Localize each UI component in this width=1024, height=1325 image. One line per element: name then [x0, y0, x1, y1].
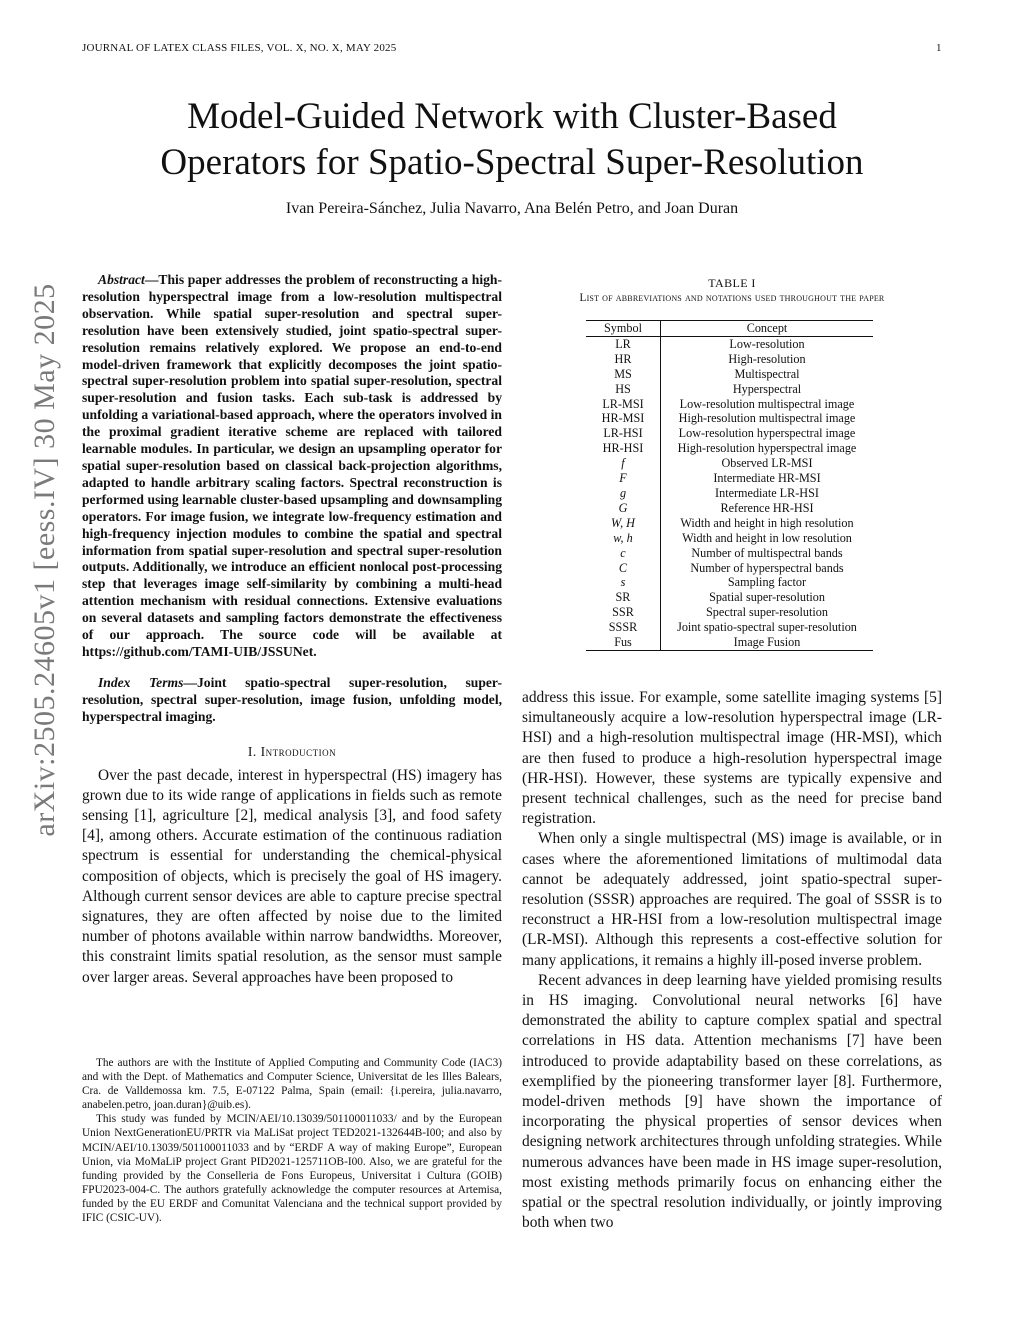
table-row	[586, 546, 873, 561]
abstract	[82, 272, 502, 661]
right-column	[522, 688, 942, 1233]
table-cell-symbol: HS	[586, 382, 661, 397]
intro-paragraph-2: When only a single multispectral (MS) image is available, or in cases where the aforementioned limitations of multimodal data cannot be adequately addressed, joint spatio-spectral super-resolution (SSSR) approaches are required. The goal of SSSR is to reconstruct a HR-HSI from a low-resolution multispectral image (LR-MSI). Although this represents a cost-effective solution for many applications, it remains a highly ill-posed inverse problem.	[522, 830, 942, 969]
table-cell-symbol: HR-MSI	[586, 411, 661, 426]
abstract-label: Abstract	[98, 272, 145, 287]
intro-paragraph-3: Recent advances in deep learning have yielded promising results in HS imaging. Convolutional neural networks [6] have demonstrated the ability to capture complex spatial and spectral correlations in HS data. Attention mechanisms [7] have been introduced to provide adaptability based on these correlations, as exemplified by the pioneering transformer layer [8]. Furthermore, model-driven methods [9] have shown the importance of incorporating the physical properties of sensor devices when designing network architectures through unfolding strategies. While numerous advances have been made in HS image super-resolution, most existing methods primarily focus on enhancing either the spatial or the spectral resolution individually, or jointly improving both when two	[522, 971, 942, 1232]
running-header: JOURNAL OF LATEX CLASS FILES, VOL. X, NO. X, MAY 2025	[82, 42, 397, 54]
table-cell-symbol: SR	[586, 590, 661, 605]
table-cell-concept: Multispectral	[734, 366, 800, 381]
table-row	[586, 635, 873, 650]
table-cell-symbol: SSSR	[586, 620, 661, 635]
table-cell-symbol: F	[586, 471, 661, 486]
table-cell-concept: Spatial super-resolution	[709, 590, 825, 605]
left-column	[82, 272, 502, 988]
table-cell-symbol: C	[586, 561, 661, 576]
table-row	[586, 605, 873, 620]
table-cell-symbol: g	[586, 486, 661, 501]
table-cell-concept: Number of multispectral bands	[691, 545, 843, 560]
table-row	[586, 441, 873, 456]
table-cell-symbol: W, H	[586, 516, 661, 531]
table-cell-symbol: s	[586, 575, 661, 590]
table-cell-concept: Width and height in high resolution	[680, 515, 854, 530]
table-row	[586, 352, 873, 367]
footnote-affiliation: The authors are with the Institute of Applied Computing and Community Code (IAC3) and with the Dept. of Mathematics and Computer Science, Universitat de les Illes Balears, Cra. de Valldemossa km. 7.5, E-07122 Palma, Spain (email: {i.pereira, julia.navarro, anabelen.petro, joan.duran}@uib.es).	[82, 1057, 502, 1112]
table-cell-concept: Hyperspectral	[732, 381, 802, 396]
table-cell-symbol: HR	[586, 352, 661, 367]
table-row	[586, 336, 873, 351]
paper-title-line-1: Model-Guided Network with Cluster-Based	[187, 96, 837, 137]
table-cell-concept: Width and height in low resolution	[682, 530, 852, 545]
table-cell-symbol: f	[586, 456, 661, 471]
table-cell-concept: High-resolution hyperspectral image	[677, 441, 857, 456]
table-row	[586, 397, 873, 412]
paper-title-line-2: Operators for Spatio-Spectral Super-Resolution	[160, 142, 864, 183]
table-cell-concept: Reference HR-HSI	[720, 500, 814, 515]
table-cell-symbol: LR-MSI	[586, 397, 661, 412]
index-terms-text: —Joint spatio-spectral super-resolution, super-resolution, spectral super-resolution, image fusion, unfolding model, hyperspectral imaging.	[82, 674, 502, 724]
table-row	[586, 561, 873, 576]
table-header-symbol: Symbol	[586, 321, 661, 337]
table-row	[586, 590, 873, 605]
page-number: 1	[936, 42, 942, 54]
table-row	[586, 456, 873, 471]
table-row	[586, 501, 873, 516]
table-cell-concept: Intermediate HR-MSI	[713, 471, 821, 486]
arxiv-sidebar	[0, 283, 90, 837]
table-cell-symbol: MS	[586, 367, 661, 382]
table-cell-concept: Sampling factor	[727, 575, 807, 590]
table-cell-concept: Low-resolution hyperspectral image	[678, 426, 856, 441]
table-cell-symbol: LR	[586, 336, 661, 351]
table-cell-symbol: SSR	[586, 605, 661, 620]
table-row	[586, 516, 873, 531]
table-cell-concept: Observed LR-MSI	[721, 456, 813, 471]
index-terms-label: Index Terms	[98, 674, 184, 690]
section-title: Introduction	[260, 743, 337, 759]
table-row	[586, 471, 873, 486]
table-row	[586, 575, 873, 590]
table-cell-concept: Low-resolution multispectral image	[679, 396, 855, 411]
table-cell-concept: Image Fusion	[733, 635, 801, 650]
table-cell-symbol: HR-HSI	[586, 441, 661, 456]
abstract-text: —This paper addresses the problem of reconstructing a high-resolution hyperspectral image from a low-resolution multispectral observation. While spatial super-resolution and spectral super-resolution have been extensively studied, joint spatio-spectral super-resolution remains relatively explored. We propose an end-to-end model-driven framework that explicitly decomposes the joint spatio-spectral super-resolution problem into spatial super-resolution, spectral super-resolution and fusion tasks. Each sub-task is addressed by unfolding a variational-based approach, where the operators involved in the proximal gradient iterative scheme are replaced with tailored learnable modules. In particular, we design an upsampling operator for spatial super-resolution based on classical back-projection algorithms, adapted to handle arbitrary scaling factors. Spectral reconstruction is performed using learnable cluster-based upsampling and downsampling operators. For image fusion, we integrate low-frequency estimation and high-frequency injection modules to combine the spatial and spectral information from spatial super-resolution and spectral super-resolution outputs. Additionally, we introduce an efficient nonlocal post-processing step that leverages image self-similarity by combining a multi-head attention mechanism with residual connections. Extensive evaluations on several datasets and sampling factors demonstrate the effectiveness of our approach. The source code will be available at https://github.com/TAMI-UIB/JSSUNet.	[82, 272, 502, 659]
table-row	[586, 531, 873, 546]
table-cell-concept: Spectral super-resolution	[706, 605, 828, 620]
footnote-funding: This study was funded by MCIN/AEI/10.13039/501100011033/ and by the European Union NextGenerationEU/PRTR via MaLiSat project TED2021-132644B-I00; and also by MCIN/AEI/10.13039/501100011033 and by “ERDF A way of making Europe”, European Union, via MoMaLiP project Grant PID2021-125711OB-I00. Also, we are grateful for the funding provided by the Conselleria de Fons Europeus, Universitat i Cultura (GOIB) FPU2023-004-C. The authors gratefully acknowledge the computer resources at Artemisa, funded by the EU ERDF and Comunitat Valenciana and the technical support provided by IFIC (CSIC-UV).	[82, 1113, 502, 1225]
abbreviations-table	[586, 320, 873, 651]
intro-paragraph-1: Over the past decade, interest in hyperspectral (HS) imagery has grown due to its wide range of applications in fields such as remote sensing [1], agriculture [2], medical analysis [3], and food safety [4], among others. Accurate estimation of the continuous radiation spectrum is essential for understanding the chemical-physical composition of objects, which is precisely the goal of HS imagery. Although current sensor devices are able to capture precise spectral signatures, they are often affected by noise due to the limited number of photons available within narrow bandwidths. Moreover, this constraint limits spatial resolution, as the sensor must sample over larger areas. Several approaches have been proposed to	[82, 766, 502, 986]
table-row	[586, 426, 873, 441]
table-row	[586, 367, 873, 382]
table-row	[586, 620, 873, 635]
section-heading-introduction	[82, 744, 502, 760]
table-row	[586, 486, 873, 501]
table-cell-concept: Joint spatio-spectral super-resolution	[677, 620, 857, 635]
table-cell-symbol: c	[586, 546, 661, 561]
table-caption: List of abbreviations and notations used throughout the paper	[579, 292, 885, 304]
table-cell-concept: Low-resolution	[729, 336, 805, 351]
table-cell-symbol: G	[586, 501, 661, 516]
intro-paragraph-continued: address this issue. For example, some satellite imaging systems [5] simultaneously acquire a low-resolution hyperspectral image (LR-HSI) and a high-resolution multispectral image (HR-MSI), which are then fused to produce a high-resolution hyperspectral image (HR-HSI). However, these systems are typically expensive and present technical challenges, such as the need for precise band registration.	[522, 689, 942, 828]
table-cell-symbol: LR-HSI	[586, 426, 661, 441]
section-numeral: I.	[247, 743, 261, 759]
table-cell-symbol: w, h	[586, 531, 661, 546]
table-cell-concept: Intermediate LR-HSI	[715, 485, 819, 500]
table-header-row	[586, 321, 873, 337]
table-row	[586, 411, 873, 426]
footnotes	[82, 1056, 502, 1225]
author-list: Ivan Pereira-Sánchez, Julia Navarro, Ana Belén Petro, and Joan Duran	[285, 200, 739, 217]
table-row	[586, 382, 873, 397]
table-cell-concept: Number of hyperspectral bands	[690, 560, 844, 575]
table-number: TABLE I	[708, 276, 756, 290]
table-cell-concept: High-resolution multispectral image	[678, 411, 856, 426]
table-cell-concept: High-resolution	[728, 351, 806, 366]
arxiv-identifier: arXiv:2505.24605v1 [eess.IV] 30 May 2025	[28, 283, 61, 837]
table-cell-symbol: Fus	[586, 635, 661, 650]
table-header-concept: Concept	[746, 321, 788, 335]
index-terms	[82, 675, 502, 726]
